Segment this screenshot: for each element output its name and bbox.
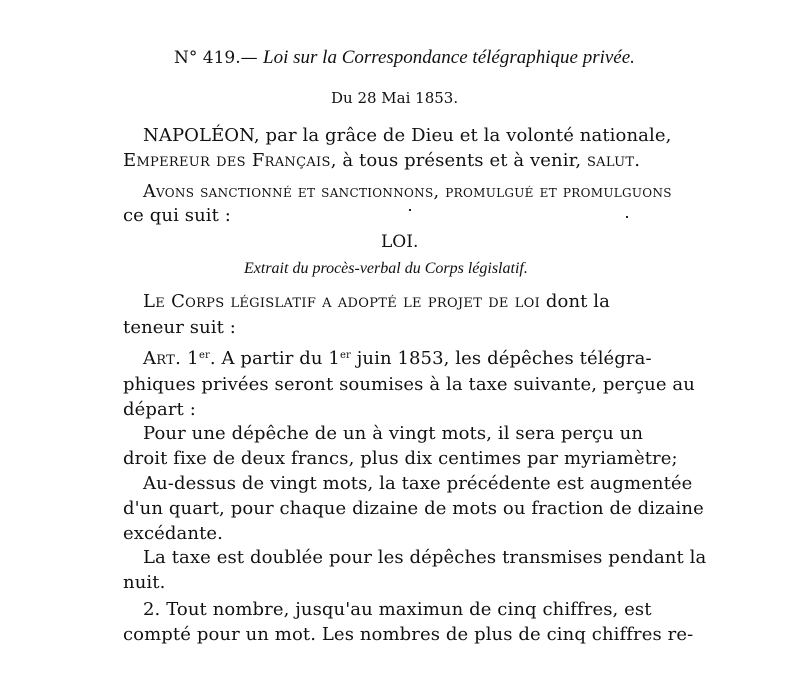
paragraph-3-line-2: nuit. [123, 572, 166, 593]
article-1-sup: er [339, 350, 351, 361]
article-1-line-3: départ : [123, 399, 196, 420]
title-text: Loi sur la Correspondance télégraphique privée. [263, 47, 635, 68]
corps-smallcaps: Le Corps législatif a adopté le projet de loi [143, 291, 541, 312]
paragraph-3-line-1: La taxe est doublée pour les dépêches transmises pendant la [143, 547, 707, 568]
article-label-sup: er [198, 350, 210, 361]
preamble-line-2 [123, 152, 640, 170]
preamble-line-1-text: , par la grâce de Dieu et la volonté nationale, [253, 125, 672, 146]
preamble-line-1 [143, 127, 671, 145]
paragraph-2-line-3: excédante. [123, 523, 223, 544]
article-1-text-b: juin 1853, les dépêches télégra- [350, 348, 652, 369]
corps-line-2: teneur suit : [123, 317, 236, 338]
salut-word: salut. [586, 150, 641, 171]
emperor-title: Empereur des Français [123, 150, 331, 171]
emperor-name: NAPOLÉON [143, 125, 254, 146]
article-label: Art. 1 [143, 348, 199, 369]
sanction-line-2: ce qui suit : [123, 205, 231, 226]
loi-heading: LOI. [381, 232, 419, 252]
ink-speck [626, 216, 628, 218]
paragraph-2-line-1: Au-dessus de vingt mots, la taxe précédente est augmentée [143, 473, 693, 494]
title-number: N° 419.— [174, 48, 258, 68]
paragraph-1-line-2: droit fixe de deux francs, plus dix centimes par myriamètre; [123, 448, 678, 469]
paragraph-1-line-1: Pour une dépêche de un à vingt mots, il sera perçu un [143, 423, 644, 444]
article-1-line-1 [143, 350, 652, 368]
ink-speck [409, 209, 411, 211]
article-1-text-a: . A partir du 1 [209, 348, 340, 369]
preamble-line-2-text: , à tous présents et à venir, [330, 150, 587, 171]
corps-line-1 [143, 293, 610, 311]
title-line [174, 48, 635, 67]
extrait-line: Extrait du procès-verbal du Corps législatif. [244, 260, 528, 277]
date-line: Du 28 Mai 1853. [331, 89, 459, 107]
paragraph-2-line-2: d'un quart, pour chaque dizaine de mots ou fraction de dizaine [123, 498, 704, 519]
article-2-line-1: 2. Tout nombre, jusqu'au maximun de cinq chiffres, est [143, 599, 652, 620]
sanction-line-1: Avons sanctionné et sanctionnons, promulgué et promulguons [143, 182, 672, 202]
article-1-line-2: phiques privées seront soumises à la taxe suivante, perçue au [123, 374, 695, 395]
article-2-line-2: compté pour un mot. Les nombres de plus de cinq chiffres re- [123, 624, 694, 645]
corps-line-1-text: dont la [540, 291, 610, 312]
